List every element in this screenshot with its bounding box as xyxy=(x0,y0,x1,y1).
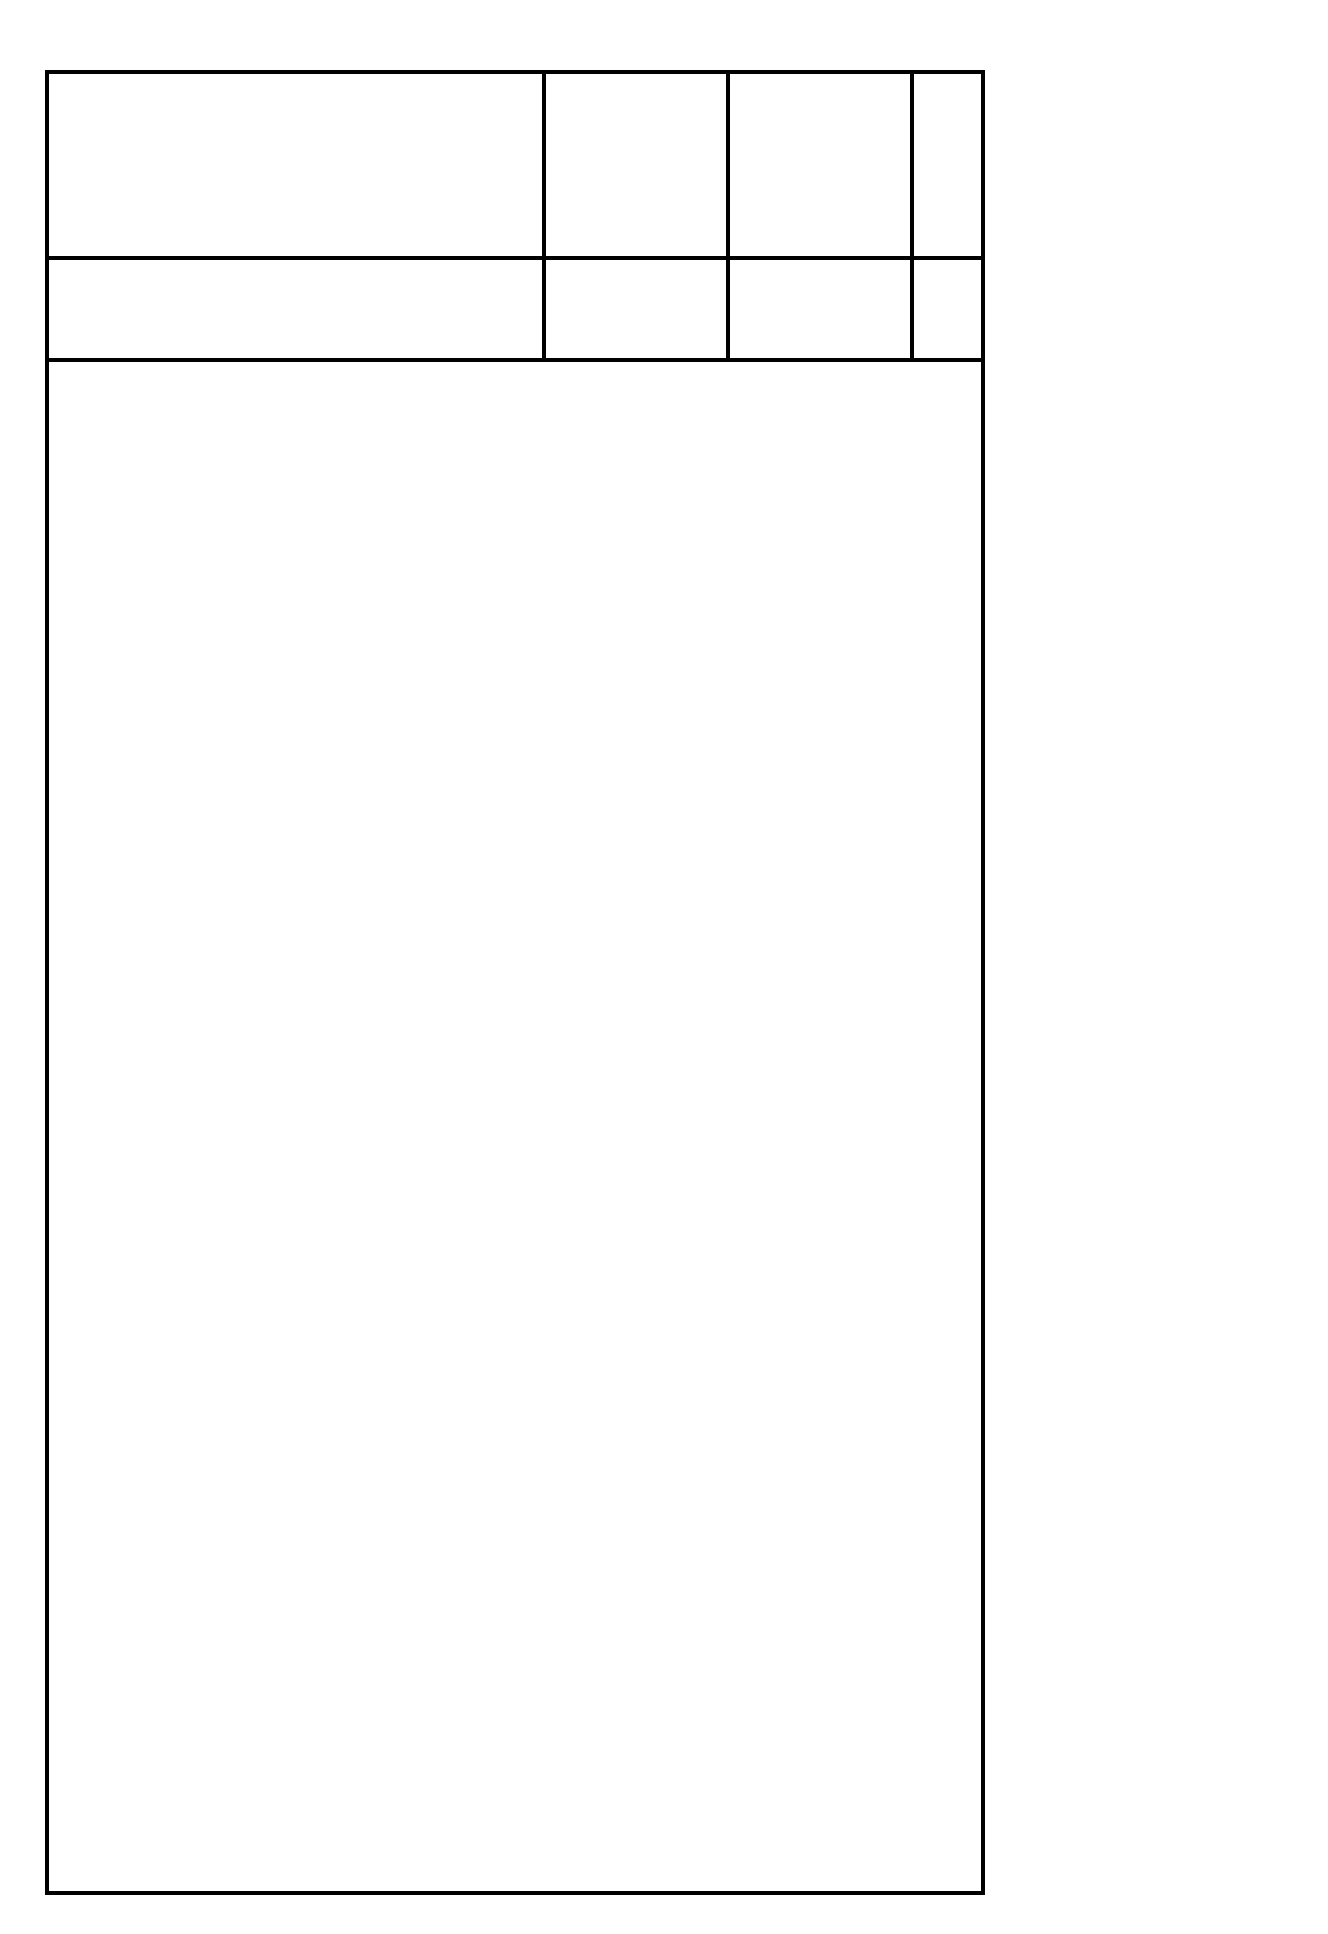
nm-header xyxy=(546,74,730,256)
blank-nm-cell xyxy=(546,260,730,358)
blank-desc-cell xyxy=(49,260,546,358)
ft-subheader xyxy=(730,260,914,358)
torque-chart-table xyxy=(45,70,985,1895)
header-sub-row xyxy=(49,260,981,362)
in-subheader xyxy=(914,260,981,358)
header-row xyxy=(49,74,981,260)
in-header xyxy=(914,74,981,256)
chart-title xyxy=(59,118,419,124)
title-cell xyxy=(49,74,546,256)
ft-header xyxy=(730,74,914,256)
